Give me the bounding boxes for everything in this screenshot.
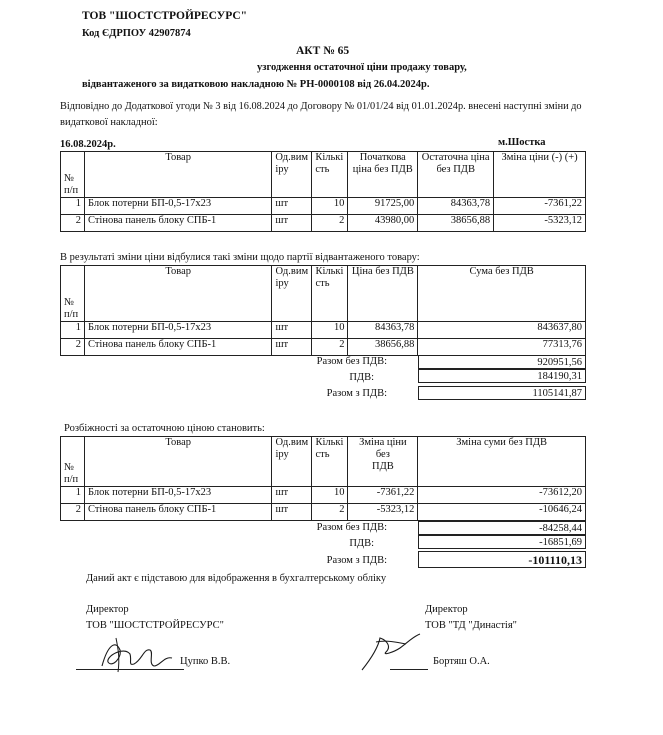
section2-caption: В результаті зміни ціни відбулися такі зміни щодо партії відвантаженого товару: [60, 252, 420, 263]
cell-sum-change: -73612,20 [418, 487, 586, 504]
cell-start-price: 91725,00 [348, 198, 418, 215]
table2-total: 1105141,87 [418, 386, 586, 400]
cell-product: Стінова панель блоку СПБ-1 [84, 504, 272, 521]
cell-sum: 77313,76 [418, 339, 586, 356]
cell-num: 2 [61, 215, 85, 232]
act-title: АКТ № 65 [296, 45, 350, 57]
cell-qty: 10 [312, 487, 348, 504]
col-header-unit: Од.вим іру [272, 152, 312, 198]
left-signer-name: Цупко В.В. [180, 656, 231, 667]
act-city: м.Шостка [498, 137, 546, 148]
right-signature-scribble [356, 626, 436, 676]
edrpou-code: Код ЄДРПОУ 42907874 [82, 28, 191, 39]
table3-vat-label: ПДВ: [349, 538, 374, 549]
table-row [61, 215, 586, 232]
table3-subtotal-label: Разом без ПДВ: [316, 522, 387, 533]
col-header-product: Товар [84, 437, 272, 487]
cell-unit: шт [272, 339, 312, 356]
col-header-qty: Кількі сть [312, 437, 348, 487]
cell-product: Стінова панель блоку СПБ-1 [84, 339, 272, 356]
act-subtitle-1: узгодження остаточної ціни продажу товару, [257, 62, 467, 73]
table-row [61, 198, 586, 215]
table-row [61, 322, 586, 339]
table-row [61, 339, 586, 356]
right-signer-title: Директор [425, 604, 468, 615]
intro-line-1: Відповідно до Додаткової угоди № 3 від 16.08.2024 до Договору № 01/01/24 від 01.01.2024р. внесені наступні зміни до [60, 101, 582, 112]
table-header-row [61, 266, 586, 322]
intro-line-2: видаткової накладної: [60, 117, 158, 128]
col-header-sum: Сума без ПДВ [418, 266, 586, 322]
cell-num: 1 [61, 487, 85, 504]
cell-price-change: -7361,22 [348, 487, 418, 504]
table2-total-label: Разом з ПДВ: [326, 388, 387, 399]
left-signer-company: ТОВ "ШОСТСТРОЙРЕСУРС" [86, 620, 224, 631]
cell-product: Блок потерни БП-0,5-17х23 [84, 487, 272, 504]
right-signer-name: Бортяш О.А. [433, 656, 490, 667]
col-header-product: Товар [84, 152, 271, 198]
table3-vat: -16851,69 [418, 535, 586, 549]
cell-price: 38656,88 [348, 339, 418, 356]
cell-final-price: 84363,78 [418, 198, 494, 215]
col-header-qty: Кількі сть [312, 266, 348, 322]
cell-unit: шт [272, 198, 312, 215]
cell-product: Блок потерни БП-0,5-17х23 [84, 198, 271, 215]
cell-num: 2 [61, 504, 85, 521]
col-header-num: № п/п [61, 266, 85, 322]
cell-product: Стінова панель блоку СПБ-1 [84, 215, 271, 232]
cell-unit: шт [272, 215, 312, 232]
cell-product: Блок потерни БП-0,5-17х23 [84, 322, 272, 339]
col-header-start-price: Початкова ціна без ПДВ [348, 152, 418, 198]
table-row [61, 504, 586, 521]
table3-total: -101110,13 [418, 551, 586, 568]
col-header-price-change: Зміна ціни без ПДВ [348, 437, 418, 487]
cell-num: 1 [61, 322, 85, 339]
cell-price-change: -5323,12 [348, 504, 418, 521]
col-header-num: № п/п [61, 437, 85, 487]
col-header-price: Ціна без ПДВ [348, 266, 418, 322]
cell-num: 1 [61, 198, 85, 215]
col-header-unit: Од.вим іру [272, 266, 312, 322]
price-change-table [60, 151, 586, 232]
table-header-row [61, 437, 586, 487]
cell-final-price: 38656,88 [418, 215, 494, 232]
cell-change: -7361,22 [494, 198, 586, 215]
shipment-change-table [60, 265, 586, 356]
col-header-sum-change: Зміна суми без ПДВ [418, 437, 586, 487]
left-signer-title: Директор [86, 604, 129, 615]
col-header-product: Товар [84, 266, 272, 322]
right-signer-company: ТОВ "ТД "Династія" [425, 620, 517, 631]
table2-subtotal: 920951,56 [418, 355, 586, 369]
col-header-qty: Кількі сть [312, 152, 348, 198]
cell-qty: 2 [312, 339, 348, 356]
company-name: ТОВ "ШОСТСТРОЙРЕСУРС" [82, 10, 248, 22]
table2-subtotal-label: Разом без ПДВ: [316, 356, 387, 367]
cell-start-price: 43980,00 [348, 215, 418, 232]
cell-unit: шт [272, 322, 312, 339]
table2-vat-label: ПДВ: [349, 372, 374, 383]
discrepancy-table [60, 436, 586, 521]
left-signature-scribble [98, 636, 180, 676]
cell-unit: шт [272, 504, 312, 521]
cell-change: -5323,12 [494, 215, 586, 232]
col-header-num: № п/п [61, 152, 85, 198]
cell-price: 84363,78 [348, 322, 418, 339]
col-header-final-price: Остаточна ціна без ПДВ [418, 152, 494, 198]
cell-qty: 10 [312, 198, 348, 215]
act-date: 16.08.2024р. [60, 139, 116, 150]
footer-note: Даний акт є підставою для відображення в бухгалтерському обліку [86, 573, 387, 584]
table-row [61, 487, 586, 504]
cell-qty: 2 [312, 504, 348, 521]
cell-unit: шт [272, 487, 312, 504]
cell-num: 2 [61, 339, 85, 356]
cell-sum: 843637,80 [418, 322, 586, 339]
table-header-row [61, 152, 586, 198]
act-subtitle-2: відвантаженого за видатковою накладною № РН-0000108 від 26.04.2024р. [82, 79, 430, 90]
cell-qty: 2 [312, 215, 348, 232]
col-header-unit: Од.вим іру [272, 437, 312, 487]
table3-total-label: Разом з ПДВ: [326, 555, 387, 566]
cell-sum-change: -10646,24 [418, 504, 586, 521]
cell-qty: 10 [312, 322, 348, 339]
table3-subtotal: -84258,44 [418, 521, 586, 535]
col-header-change: Зміна ціни (-) (+) [494, 152, 586, 198]
table2-vat: 184190,31 [418, 369, 586, 383]
section3-caption: Розбіжності за остаточною ціною становить: [64, 423, 265, 434]
